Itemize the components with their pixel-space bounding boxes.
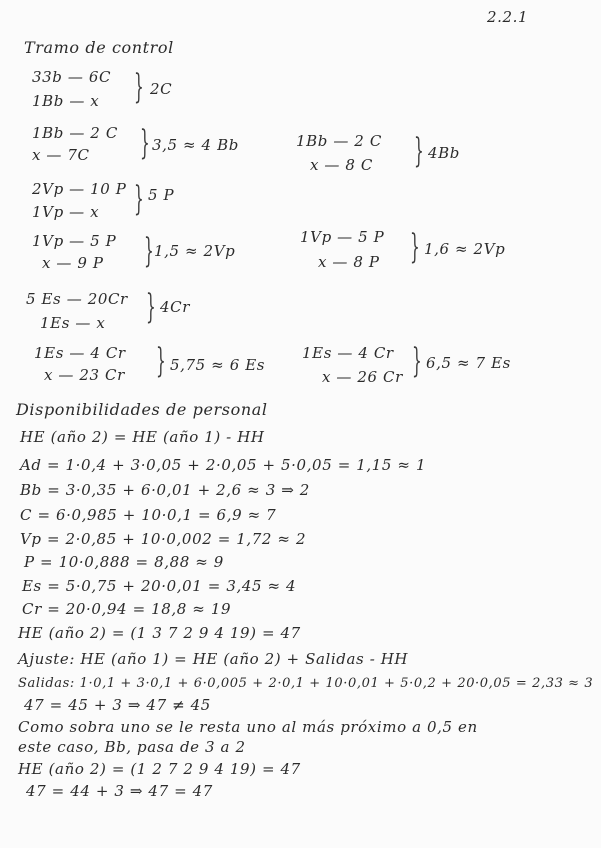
calc-line: Es = 5·0,75 + 20·0,01 = 3,45 ≈ 4 (22, 577, 297, 595)
control-result: 5,75 ≈ 6 Es (170, 356, 266, 374)
brace: } (409, 227, 420, 267)
calc-line: Ajuste: HE (año 1) = HE (año 2) + Salidas - HH (18, 650, 409, 668)
heading-disponibilidades: Disponibilidades de personal (16, 400, 268, 419)
control-result: 3,5 ≈ 4 Bb (152, 136, 239, 154)
control-line: x — 23 Cr (44, 366, 125, 384)
control-result: 4Cr (160, 298, 190, 316)
control-line: 1Es — 4 Cr (302, 344, 394, 362)
page-number: 2.2.1 (487, 8, 529, 26)
calc-line: Cr = 20·0,94 = 18,8 ≈ 19 (22, 600, 232, 618)
brace: } (133, 67, 144, 107)
brace: } (145, 287, 156, 327)
calc-line: P = 10·0,888 = 8,88 ≈ 9 (24, 553, 224, 571)
brace: } (411, 341, 422, 381)
calc-line: este caso, Bb, pasa de 3 a 2 (18, 738, 246, 756)
calc-line: Ad = 1·0,4 + 3·0,05 + 2·0,05 + 5·0,05 = 1,15 ≈ 1 (20, 456, 427, 474)
control-result: 1,5 ≈ 2Vp (154, 242, 236, 260)
calc-line: Bb = 3·0,35 + 6·0,01 + 2,6 ≈ 3 ⇒ 2 (20, 481, 310, 499)
control-line: 1Es — x (40, 314, 106, 332)
brace: } (143, 231, 154, 271)
control-result: 4Bb (428, 144, 460, 162)
calc-line: HE (año 2) = (1 3 7 2 9 4 19) = 47 (18, 624, 301, 642)
control-line: 1Vp — 5 P (300, 228, 385, 246)
brace: } (133, 179, 144, 219)
control-line: x — 26 Cr (322, 368, 403, 386)
calc-line: Como sobra uno se le resta uno al más próximo a 0,5 en (18, 718, 478, 736)
control-line: x — 7C (32, 146, 90, 164)
brace: } (155, 341, 166, 381)
control-line: 1Bb — x (32, 92, 100, 110)
brace: } (139, 123, 150, 163)
calc-line: Vp = 2·0,85 + 10·0,002 = 1,72 ≈ 2 (20, 530, 307, 548)
calc-line: 47 = 45 + 3 ⇒ 47 ≠ 45 (24, 696, 211, 714)
control-line: 1Es — 4 Cr (34, 344, 126, 362)
control-result: 5 P (148, 186, 175, 204)
brace: } (413, 131, 424, 171)
calc-line: C = 6·0,985 + 10·0,1 = 6,9 ≈ 7 (20, 506, 277, 524)
heading-control: Tramo de control (24, 38, 174, 57)
control-line: 1Vp — 5 P (32, 232, 117, 250)
control-result: 2C (150, 80, 173, 98)
control-line: 2Vp — 10 P (32, 180, 127, 198)
control-result: 1,6 ≈ 2Vp (424, 240, 506, 258)
control-line: 33b — 6C (32, 68, 112, 86)
control-line: 5 Es — 20Cr (26, 290, 128, 308)
control-line: 1Bb — 2 C (296, 132, 382, 150)
control-line: x — 9 P (42, 254, 104, 272)
control-line: 1Vp — x (32, 203, 100, 221)
control-result: 6,5 ≈ 7 Es (426, 354, 511, 372)
calc-line: Salidas: 1·0,1 + 3·0,1 + 6·0,005 + 2·0,1 + 10·0,01 + 5·0,2 + 20·0,05 = 2,33 ≈ 3 (18, 676, 594, 691)
calc-line: HE (año 2) = HE (año 1) - HH (20, 428, 265, 446)
control-line: x — 8 P (318, 253, 380, 271)
calc-line: HE (año 2) = (1 2 7 2 9 4 19) = 47 (18, 760, 301, 778)
calc-line: 47 = 44 + 3 ⇒ 47 = 47 (26, 782, 213, 800)
control-line: 1Bb — 2 C (32, 124, 118, 142)
control-line: x — 8 C (310, 156, 373, 174)
